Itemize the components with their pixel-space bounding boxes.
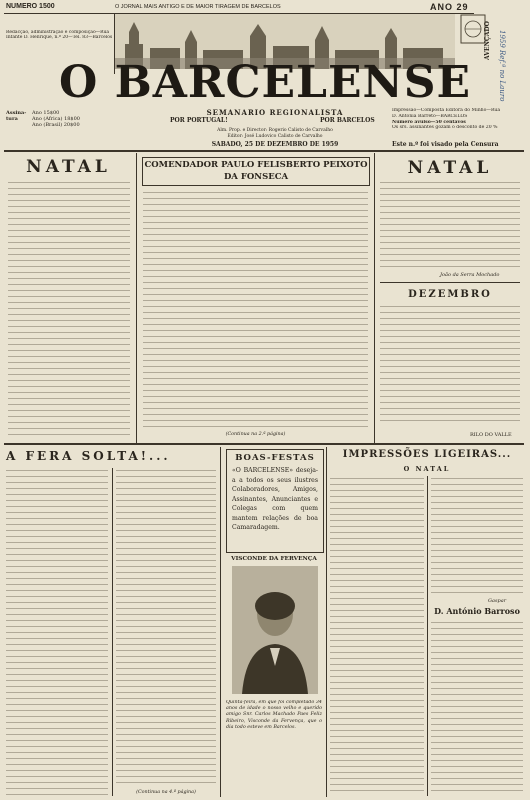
fera-continued: (Continua na 4.ª página) bbox=[136, 790, 196, 795]
dezembro-signature: RILO DO VALLE bbox=[470, 432, 512, 438]
newspaper-title: O BARCELENSE bbox=[58, 57, 472, 108]
impressoes-subtitle: O NATAL bbox=[403, 465, 451, 473]
masthead-bottom-rule bbox=[4, 150, 524, 152]
natal-left-body bbox=[8, 180, 130, 435]
column-divider bbox=[112, 468, 113, 796]
column-divider bbox=[427, 476, 428, 796]
barroso-body bbox=[431, 620, 523, 796]
boas-festas-title: BOAS-FESTAS bbox=[235, 453, 315, 463]
column-divider bbox=[326, 447, 327, 797]
column-divider bbox=[374, 153, 375, 443]
visconde-caption: Quinta-feira, em que foi completado 34 anos de idade o nosso velho e querido amigo Snr. Carlos Machado Paes Feliz Ribeiro, Visconde da Fervença, que o dia todo esteve em Barcelos. bbox=[226, 700, 322, 730]
natal-right-title: NATAL bbox=[407, 158, 493, 178]
comendador-continued: (Continua na 2.ª página) bbox=[225, 432, 286, 437]
comendador-body bbox=[143, 190, 368, 428]
motto-right: POR BARCELOS bbox=[320, 117, 375, 124]
boas-festas-text: «O BARCELENSE» deseja-a a todos os seus ilustres Colaboradores, Amigos, Assinantes, Anunciantes e Colegas com quem mantem relações de boa Camaradagem. bbox=[232, 467, 318, 531]
year-label: ANO 29 bbox=[430, 2, 469, 12]
censura-notice: Este n.º foi visado pela Censura bbox=[392, 141, 499, 148]
natal-right-body bbox=[380, 180, 520, 268]
right-info-line: Os srs. assinantes gozam o desconto de 20 % bbox=[392, 125, 498, 131]
natal-left-title: NATAL bbox=[26, 157, 111, 177]
fera-body-col1 bbox=[6, 468, 108, 796]
natal-right-signature: João da Serra Mochado bbox=[440, 272, 500, 278]
impressoes-signature: Gaspar bbox=[488, 598, 507, 604]
subscription-box bbox=[6, 110, 124, 150]
impressoes-col1 bbox=[330, 476, 424, 796]
impressoes-col2 bbox=[431, 476, 523, 594]
impressoes-title: IMPRESSÕES LIGEIRAS... bbox=[342, 449, 512, 460]
motto-left: POR PORTUGAL! bbox=[170, 117, 228, 124]
right-info-line: D. Antónia Barreto—BARCELOS bbox=[392, 113, 468, 119]
column-divider bbox=[220, 447, 221, 797]
section-rule bbox=[380, 282, 520, 283]
comendador-title: COMENDADOR PAULO FELISBERTO PEIXOTO DA FONSECA bbox=[142, 157, 370, 186]
mid-page-rule bbox=[4, 443, 524, 445]
column-divider bbox=[136, 153, 137, 443]
issue-date: SABADO, 25 DE DEZEMBRO DE 1959 bbox=[211, 141, 339, 148]
editor-line: Alm. Prop. e Director: Rogerio Calisto de Carvalho bbox=[217, 128, 333, 133]
left-info-line: Redacção, administração e composição—Rua bbox=[6, 30, 110, 35]
postal-stamp-icon bbox=[460, 14, 486, 44]
right-info-line: Impressão—Composta Editora do Minho—Rua bbox=[392, 108, 501, 113]
subtitle: SEMANARIO REGIONALISTA bbox=[206, 108, 344, 117]
boas-festas-box bbox=[226, 449, 324, 553]
handwritten-note: 1959 Ref.ª no Lauro bbox=[498, 30, 506, 102]
price-row: Ano (Brasil) 20$00 bbox=[32, 122, 80, 128]
price-row: Ano (Africa) 18$00 bbox=[32, 116, 80, 122]
assinatura-label: Assina- bbox=[6, 110, 27, 116]
portrait-photo bbox=[232, 566, 318, 694]
fera-body-col2 bbox=[116, 468, 216, 788]
dezembro-body bbox=[380, 304, 520, 426]
dezembro-title: DEZEMBRO bbox=[408, 289, 492, 300]
fera-title: A FERA SOLTA!... bbox=[6, 449, 171, 463]
editor-line-2: Editor: José Ludovico Calisto de Carvalho bbox=[227, 134, 323, 139]
visconde-title: VISCONDE DA FERVENÇA bbox=[231, 556, 317, 562]
right-info-line: Número avulso—50 centavos bbox=[392, 119, 466, 125]
left-info-line: Infante D. Henrique, n.º 20—Tel. 83—Barcelos bbox=[6, 35, 113, 40]
tura-label: tura bbox=[6, 116, 18, 122]
slogan: O JORNAL MAIS ANTIGO E DE MAIOR TIRAGEM DE BARCELOS bbox=[115, 4, 281, 10]
avencado-label: AVENÇADO bbox=[484, 21, 491, 60]
barroso-title: D. António Barroso bbox=[434, 606, 520, 616]
price-row: Ano 15$00 bbox=[32, 110, 60, 116]
issue-number: NUMERO 1500 bbox=[6, 3, 55, 10]
